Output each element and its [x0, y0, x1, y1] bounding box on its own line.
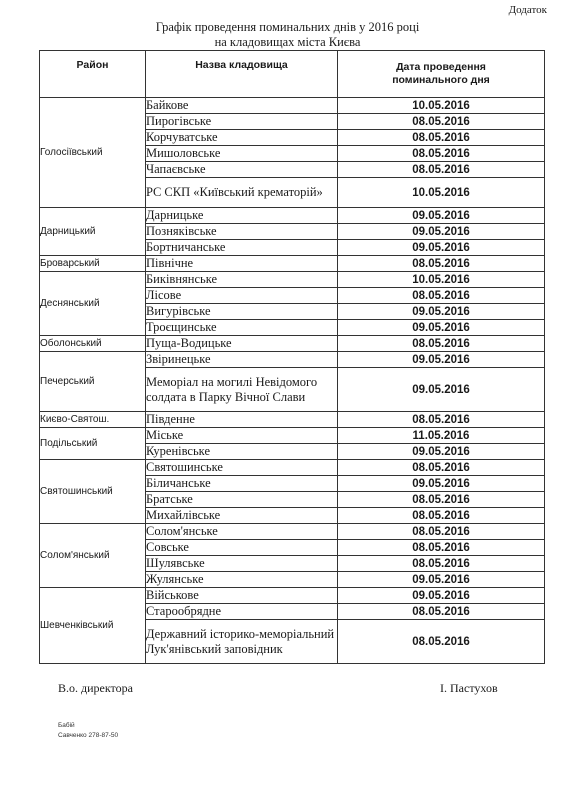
cemetery-cell: Звіринецьке	[146, 352, 338, 368]
district-cell: Голосіївський	[40, 98, 146, 208]
table-row	[40, 256, 545, 272]
date-cell: 09.05.2016	[338, 368, 545, 412]
cemetery-cell: Південне	[146, 412, 338, 428]
date-cell: 08.05.2016	[338, 460, 545, 476]
district-cell: Деснянський	[40, 272, 146, 336]
date-cell: 10.05.2016	[338, 98, 545, 114]
date-cell: 08.05.2016	[338, 146, 545, 162]
signatory-name: І. Пастухов	[440, 681, 498, 695]
district-cell: Броварський	[40, 256, 146, 272]
date-cell: 09.05.2016	[338, 444, 545, 460]
date-cell: 09.05.2016	[338, 476, 545, 492]
cemetery-cell: Державний історико-меморіальний Лук'янівський заповідник	[146, 620, 338, 664]
cemetery-cell: Святошинське	[146, 460, 338, 476]
date-cell: 10.05.2016	[338, 178, 545, 208]
table-row	[40, 336, 545, 352]
table-row	[40, 460, 545, 476]
header-district: Район	[40, 51, 146, 98]
cemetery-cell: Михайлівське	[146, 508, 338, 524]
district-cell: Святошинський	[40, 460, 146, 524]
cemetery-cell: Совське	[146, 540, 338, 556]
cemetery-cell: Чапаєвське	[146, 162, 338, 178]
date-cell: 11.05.2016	[338, 428, 545, 444]
cemetery-cell: Троєщинське	[146, 320, 338, 336]
cemetery-cell: Позняківське	[146, 224, 338, 240]
date-cell: 09.05.2016	[338, 208, 545, 224]
cemetery-cell: Мишоловське	[146, 146, 338, 162]
cemetery-cell: Пирогівське	[146, 114, 338, 130]
date-cell: 08.05.2016	[338, 114, 545, 130]
date-cell: 08.05.2016	[338, 556, 545, 572]
cemetery-cell: Міське	[146, 428, 338, 444]
district-cell: Дарницький	[40, 208, 146, 256]
date-cell: 09.05.2016	[338, 240, 545, 256]
district-cell: Солом'янський	[40, 524, 146, 588]
cemetery-cell: PC СКП «Київський крематорій»	[146, 178, 338, 208]
table-row	[40, 208, 545, 224]
district-cell: Києво-Святош.	[40, 412, 146, 428]
cemetery-cell: Шулявське	[146, 556, 338, 572]
cemetery-cell: Старообрядне	[146, 604, 338, 620]
document-title: Графік проведення поминальних днів у 2016 році	[155, 20, 420, 34]
table-row	[40, 98, 545, 114]
date-cell: 08.05.2016	[338, 492, 545, 508]
table-row	[40, 272, 545, 288]
date-cell: 09.05.2016	[338, 224, 545, 240]
cemetery-cell: Бортничанське	[146, 240, 338, 256]
date-cell: 08.05.2016	[338, 508, 545, 524]
appendix-label: Додаток	[508, 4, 547, 16]
cemetery-cell: Куренівське	[146, 444, 338, 460]
header-cemetery: Назва кладовища	[146, 51, 338, 98]
cemetery-cell: Вигурівське	[146, 304, 338, 320]
date-cell: 09.05.2016	[338, 304, 545, 320]
table-row	[40, 428, 545, 444]
table-row	[40, 588, 545, 604]
district-cell: Шевченківський	[40, 588, 146, 664]
date-cell: 08.05.2016	[338, 256, 545, 272]
cemetery-cell: Корчуватське	[146, 130, 338, 146]
table-row	[40, 352, 545, 368]
cemetery-cell: Біличанське	[146, 476, 338, 492]
cemetery-cell: Жулянське	[146, 572, 338, 588]
date-cell: 09.05.2016	[338, 352, 545, 368]
date-cell: 09.05.2016	[338, 572, 545, 588]
cemetery-cell: Меморіал на могилі Невідомого солдата в Парку Вічної Слави	[146, 368, 338, 412]
district-cell: Оболонський	[40, 336, 146, 352]
district-cell: Подільський	[40, 428, 146, 460]
executor-line-2: Савченко 278-87-50	[58, 732, 119, 739]
date-cell: 09.05.2016	[338, 588, 545, 604]
cemetery-cell: Лісове	[146, 288, 338, 304]
date-cell: 08.05.2016	[338, 130, 545, 146]
cemetery-cell: Північне	[146, 256, 338, 272]
date-cell: 09.05.2016	[338, 320, 545, 336]
table-row	[40, 524, 545, 540]
header-date: Дата проведення поминального дня	[338, 51, 545, 98]
cemetery-cell: Братське	[146, 492, 338, 508]
cemetery-cell: Байкове	[146, 98, 338, 114]
cemetery-cell: Солом'янське	[146, 524, 338, 540]
date-cell: 08.05.2016	[338, 336, 545, 352]
table-row	[40, 412, 545, 428]
date-cell: 08.05.2016	[338, 604, 545, 620]
date-cell: 08.05.2016	[338, 162, 545, 178]
date-cell: 08.05.2016	[338, 412, 545, 428]
cemetery-cell: Пуща-Водицьке	[146, 336, 338, 352]
table-header-row	[40, 51, 545, 98]
executor-line-1: Бабій	[58, 722, 75, 729]
date-cell: 10.05.2016	[338, 272, 545, 288]
cemetery-cell: Дарницьке	[146, 208, 338, 224]
cemetery-cell: Биківнянське	[146, 272, 338, 288]
schedule-table	[39, 50, 545, 664]
table-body	[40, 98, 545, 664]
signatory-position: В.о. директора	[58, 681, 133, 695]
district-cell: Печерський	[40, 352, 146, 412]
date-cell: 08.05.2016	[338, 620, 545, 664]
date-cell: 08.05.2016	[338, 540, 545, 556]
date-cell: 08.05.2016	[338, 524, 545, 540]
document-subtitle: на кладовищах міста Києва	[214, 35, 361, 49]
cemetery-cell: Військове	[146, 588, 338, 604]
date-cell: 08.05.2016	[338, 288, 545, 304]
